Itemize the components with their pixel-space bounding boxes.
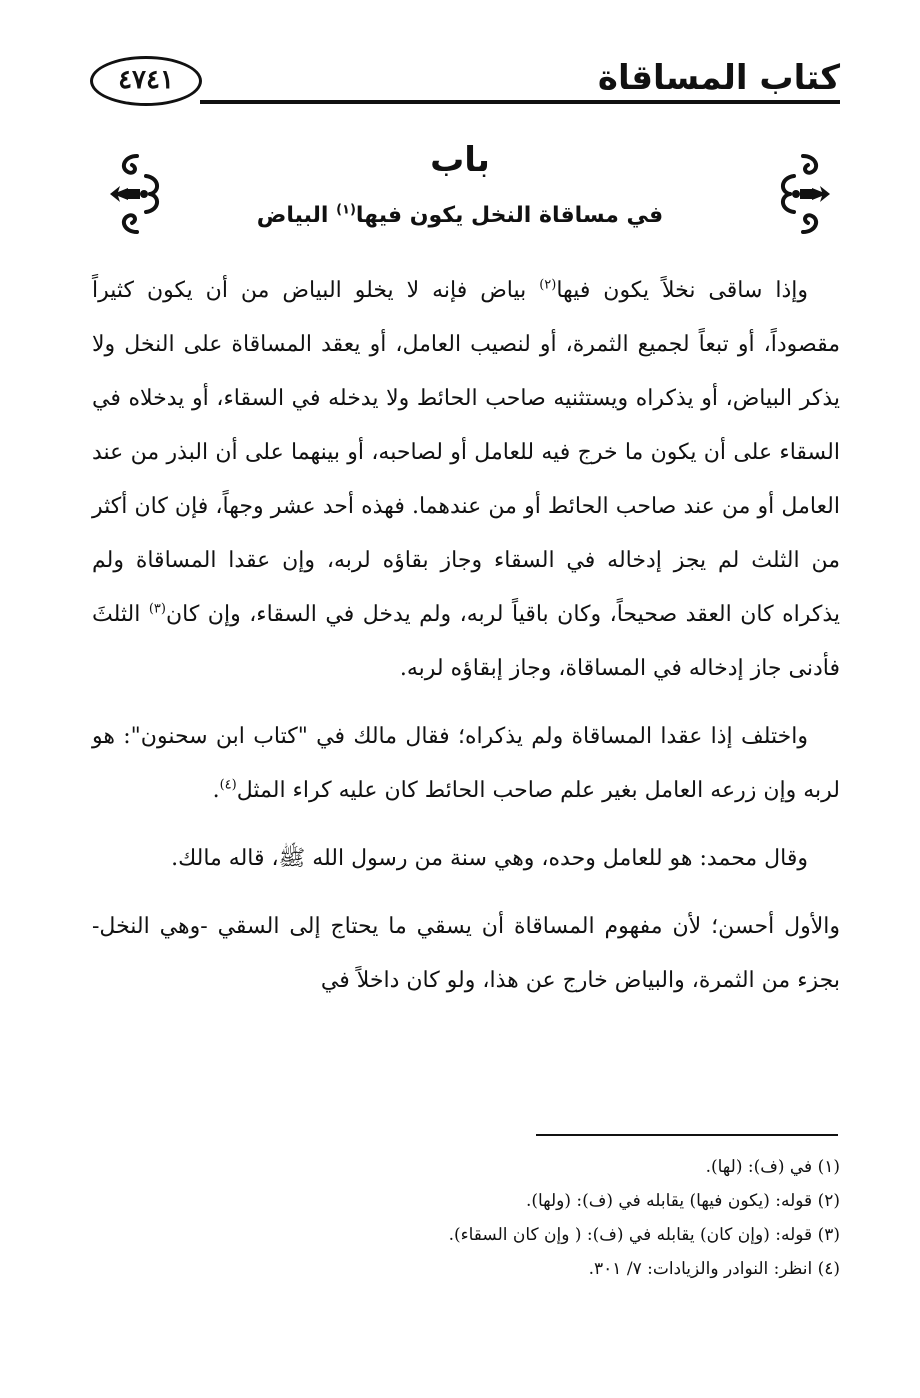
footnote-marker: (٣) (148, 601, 166, 617)
footnote: (٢) قوله: (يكون فيها) يقابله في (ف): (ولها). (525, 1191, 840, 1211)
paragraph-text: وإذا ساقى نخلاً يكون فيها (556, 278, 808, 303)
footnotes (380, 1150, 840, 1286)
footnote-marker: (٤) (219, 777, 237, 793)
paragraph-text: الثلثَ فأدنى جاز إدخاله في المساقاة، وجاز إبقاؤه لربه. (92, 602, 840, 681)
paragraph-text: واختلف إذا عقدا المساقاة ولم يذكراه؛ فقال مالك في "كتاب ابن سحنون": هو لربه وإن زرعه العامل بغير علم صاحب الحائط كان عليه كراء المثل (92, 724, 840, 803)
footnote-divider (536, 1134, 838, 1136)
page-number: ٤٧٤١ (90, 56, 202, 106)
running-title: كتاب المساقاة (597, 58, 840, 98)
page-header (90, 52, 840, 112)
footnote: (١) في (ف): (لها). (705, 1157, 840, 1177)
body-text (92, 264, 840, 1008)
paragraph (92, 832, 840, 886)
footnote-marker: (١) (336, 202, 356, 218)
footnote-marker: (٢) (539, 277, 557, 293)
paragraph-text: والأول أحسن؛ لأن مفهوم المساقاة أن يسقي ما يحتاج إلى السقي -وهي النخل- بجزء من الثمرة، والبياض خارج عن هذا، ولو كان داخلاً في (92, 914, 840, 993)
paragraph (92, 710, 840, 818)
paragraph (92, 264, 840, 696)
footnote: (٤) انظر: النوادر والزيادات: ٧/ ٣٠١. (588, 1259, 840, 1279)
paragraph-text: بياض فإنه لا يخلو البياض من أن يكون كثيراً مقصوداً، أو تبعاً لجميع الثمرة، أو لنصيب العامل، أو يعقد المساقاة على النخل ولا يذكر البياض، أو يذكراه ويستثنيه صاحب الحائط ولا يدخله في السقاء، أو يدخلاه في السقاء على أن يكون ما خرج فيه للعامل أو لصاحبه، أو بينهما على أن البذر من عند العامل أو من عند صاحب الحائط أو من عندهما. فهذه أحد عشر وجهاً، فإن كان أكثر من الثلث لم يجز إدخاله في السقاء وجاز بقاؤه لربه، وإن عقدا المساقاة ولم يذكراه كان العقد صحيحاً، وكان باقياً لربه، ولم يدخل في السقاء، وإن كان (92, 278, 840, 627)
chapter-title-text: في مساقاة النخل يكون فيها (355, 203, 664, 228)
paragraph (92, 900, 840, 1008)
arabesque-ornament-icon (106, 152, 168, 236)
header-rule (200, 100, 840, 104)
footnote: (٣) قوله: (وإن كان) يقابله في (ف): ( وإن كان السقاء). (448, 1225, 840, 1245)
paragraph-text: . (212, 778, 220, 803)
chapter-heading: باب (430, 140, 490, 180)
chapter-title (180, 203, 740, 228)
arabesque-ornament-icon (772, 152, 834, 236)
paragraph-text: وقال محمد: هو للعامل وحده، وهي سنة من رسول الله ﷺ، قاله مالك. (171, 846, 808, 871)
chapter-title-text-end: البياض (256, 203, 337, 228)
